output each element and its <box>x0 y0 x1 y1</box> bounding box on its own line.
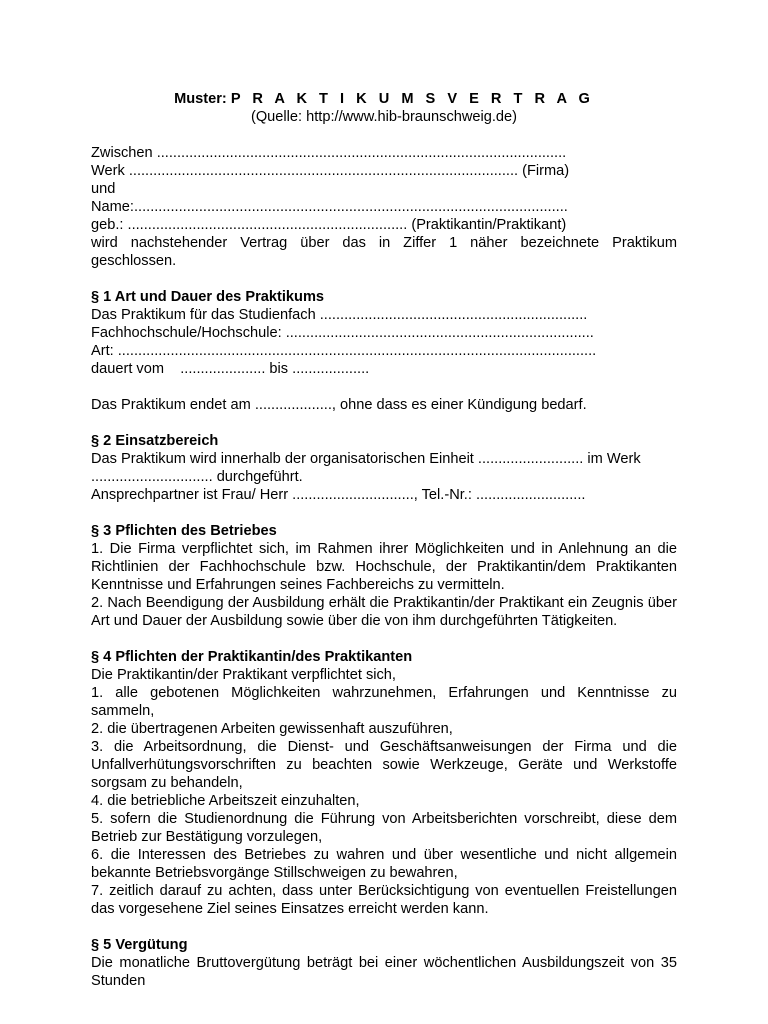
section-heading: § 2 Einsatzbereich <box>91 433 219 449</box>
section-paragraph: Die monatliche Bruttovergütung beträgt bei einer wöchentlichen Ausbildungszeit von 35 Stunden <box>91 955 677 989</box>
obligation-item: 4. die betriebliche Arbeitszeit einzuhalten, <box>91 793 360 809</box>
section-line: .............................. durchgeführt. <box>91 469 303 485</box>
section-line: Das Praktikum endet am ..................., ohne dass es einer Kündigung bedarf. <box>91 397 587 413</box>
section-4 <box>91 648 677 918</box>
obligation-item: 7. zeitlich darauf zu achten, dass unter Berücksichtigung von eventuellen Freistellungen das vorgesehene Ziel seines Einsatzes erreicht werden kann. <box>91 883 677 917</box>
obligation-item: 1. alle gebotenen Möglichkeiten wahrzunehmen, Erfahrungen und Kenntnisse zu sammeln, <box>91 685 677 719</box>
section-line: Das Praktikum für das Studienfach .................................................................. <box>91 307 588 323</box>
section-heading: § 3 Pflichten des Betriebes <box>91 523 277 539</box>
section-5 <box>91 936 677 990</box>
section-paragraph: 2. Nach Beendigung der Ausbildung erhält die Praktikantin/der Praktikant ein Zeugnis über Art und Dauer der Ausbildung sowie über die von ihm durchgeführten Tätigkeiten. <box>91 595 677 629</box>
title-prefix: Muster: <box>174 91 227 107</box>
parties-block <box>91 144 677 270</box>
section-line: Ansprechpartner ist Frau/ Herr .............................., Tel.-Nr.: ........................... <box>91 487 586 503</box>
section-line: Art: ...................................................................................................................... <box>91 343 597 359</box>
section-3 <box>91 522 677 630</box>
parties-line: wird nachstehender Vertrag über das in Ziffer 1 näher bezeichnete Praktikum <box>91 235 677 251</box>
parties-line: Name:........................................................................................................... <box>91 199 568 215</box>
section-2 <box>91 432 677 504</box>
parties-line: Zwischen ..................................................................................................... <box>91 145 567 161</box>
section-line: dauert vom ..................... bis ................... <box>91 361 370 377</box>
obligation-item: 5. sofern die Studienordnung die Führung von Arbeitsberichten vorschreibt, diese dem Betrieb zur Bestätigung vorzulegen, <box>91 811 677 845</box>
section-line: Fachhochschule/Hochschule: ............................................................................ <box>91 325 594 341</box>
obligation-item: 3. die Arbeitsordnung, die Dienst- und Geschäftsanweisungen der Firma und die Unfallverhütungsvorschriften zu beachten sowie Werkzeuge, Geräte und Werkstoffe sorgsam zu behandeln, <box>91 739 677 791</box>
parties-line: Werk ................................................................................................ (Firma) <box>91 163 570 179</box>
section-1 <box>91 288 677 414</box>
title-main: P R A K T I K U M S V E R T R A G <box>230 91 594 107</box>
section-paragraph: 1. Die Firma verpflichtet sich, im Rahmen ihrer Möglichkeiten und in Anlehnung an die Richtlinien der Fachhochschule bzw. Hochschule, der Praktikantin/dem Praktikanten Kenntnisse und Erfahrungen seines Fachbereichs zu vermitteln. <box>91 541 677 593</box>
obligation-item: 2. die übertragenen Arbeiten gewissenhaft auszuführen, <box>91 721 453 737</box>
parties-line: und <box>91 181 116 197</box>
section-heading: § 5 Vergütung <box>91 937 188 953</box>
section-intro: Die Praktikantin/der Praktikant verpflichtet sich, <box>91 667 396 683</box>
section-line: Das Praktikum wird innerhalb der organisatorischen Einheit .......................... im Werk <box>91 451 641 467</box>
parties-line: geb.: ..................................................................... (Praktikantin/Praktikant) <box>91 217 567 233</box>
contract-body <box>91 144 677 990</box>
parties-line: geschlossen. <box>91 253 177 269</box>
document-title <box>0 90 768 108</box>
section-heading: § 1 Art und Dauer des Praktikums <box>91 289 325 305</box>
source-line: (Quelle: http://www.hib-braunschweig.de) <box>250 109 518 125</box>
section-heading: § 4 Pflichten der Praktikantin/des Praktikanten <box>91 649 413 665</box>
obligation-item: 6. die Interessen des Betriebes zu wahren und über wesentliche und nicht allgemein bekannte Betriebsvorgänge Stillschweigen zu bewahren, <box>91 847 677 881</box>
